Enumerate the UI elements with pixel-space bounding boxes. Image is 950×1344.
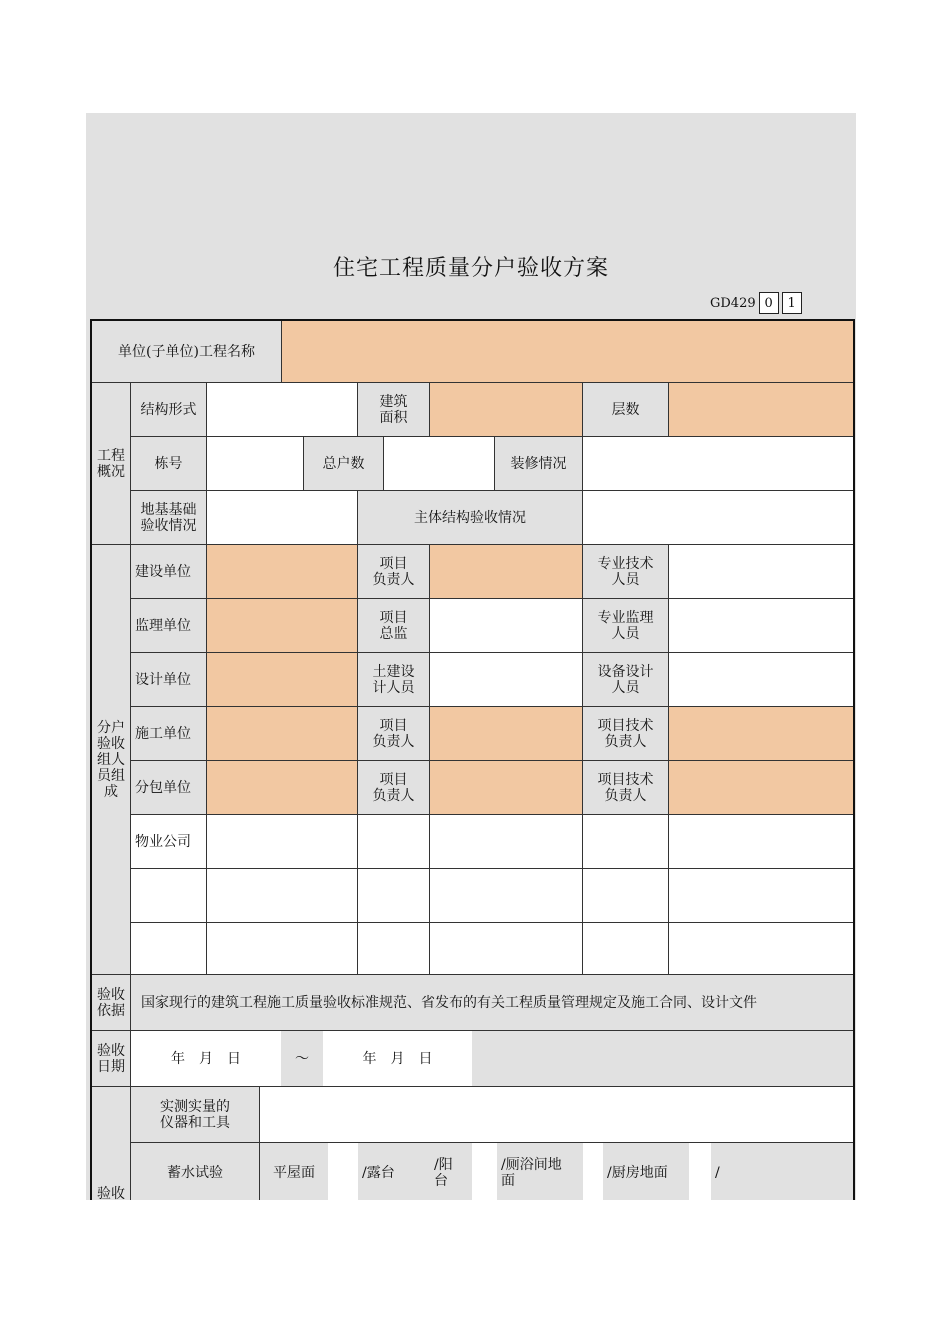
kitchen-floor-field[interactable]: [689, 1143, 711, 1200]
structure-form-field[interactable]: [207, 383, 358, 437]
team-role1-field[interactable]: [430, 653, 583, 707]
form-table: [90, 319, 855, 1200]
date-separator: ～: [281, 1031, 323, 1087]
team-unit-field[interactable]: [207, 599, 358, 653]
team-role2-field[interactable]: [583, 815, 669, 869]
building-area-label: 建筑 面积: [358, 383, 430, 437]
team-role2-field[interactable]: [669, 545, 853, 599]
date-label: 验收 日期: [92, 1031, 131, 1087]
bathroom-floor-label: /厕浴间地 面: [497, 1143, 583, 1200]
team-unit-field[interactable]: [207, 815, 358, 869]
team-role2-field[interactable]: [583, 923, 669, 975]
overview-section-label: 工程 概况: [92, 383, 131, 545]
team-role2-label: 设备设计 人员: [583, 653, 669, 707]
bathroom-floor-field[interactable]: [583, 1143, 603, 1200]
team-unit-field[interactable]: [207, 869, 358, 923]
team-name1-field[interactable]: [430, 815, 583, 869]
team-role2-field[interactable]: [669, 599, 853, 653]
team-role1-label: 项目 负责人: [358, 545, 430, 599]
foundation-acceptance-label: 地基基础 验收情况: [131, 491, 207, 545]
team-name1-field[interactable]: [430, 923, 583, 975]
team-role2-label: 专业技术 人员: [583, 545, 669, 599]
team-role2-label: 专业监理 人员: [583, 599, 669, 653]
team-unit-field[interactable]: [207, 923, 358, 975]
team-role2-label: 项目技术 负责人: [583, 761, 669, 815]
team-role1-field[interactable]: [430, 599, 583, 653]
inspection-label: 验收: [92, 1087, 131, 1200]
flat-roof-label: 平屋面: [260, 1143, 328, 1200]
main-structure-acceptance-label: 主体结构验收情况: [358, 491, 583, 545]
page-title: 住宅工程质量分户验收方案: [332, 256, 609, 281]
other-label: /: [711, 1143, 853, 1200]
team-role2-field[interactable]: [669, 707, 853, 761]
basis-text: 国家现行的建筑工程施工质量验收标准规范、省发布的有关工程质量管理规定及施工合同、设计文件: [131, 975, 853, 1031]
form-code: [710, 292, 802, 314]
water-test-label: 蓄水试验: [131, 1143, 260, 1200]
foundation-acceptance-field[interactable]: [207, 491, 358, 545]
building-area-field[interactable]: [430, 383, 583, 437]
decoration-label: 装修情况: [495, 437, 583, 491]
floors-label: 层数: [583, 383, 669, 437]
team-section-label: 分户 验收 组人 员组 成: [92, 545, 131, 975]
team-unit-label: 物业公司: [131, 815, 207, 869]
team-name2-field[interactable]: [669, 923, 853, 975]
team-role1-field[interactable]: [430, 761, 583, 815]
team-role2-label: 项目技术 负责人: [583, 707, 669, 761]
team-role2-field[interactable]: [583, 869, 669, 923]
team-unit-label: 设计单位: [131, 653, 207, 707]
kitchen-floor-label: /厨房地面: [603, 1143, 689, 1200]
balcony-field[interactable]: [472, 1143, 497, 1200]
instruments-field[interactable]: [260, 1087, 853, 1143]
flat-roof-field[interactable]: [328, 1143, 358, 1200]
basis-label: 验收 依据: [92, 975, 131, 1031]
team-unit-field[interactable]: [207, 653, 358, 707]
team-role1-label: 项目 负责人: [358, 707, 430, 761]
form-code-box-2[interactable]: 1: [782, 292, 802, 314]
team-role1-label: 项目 总监: [358, 599, 430, 653]
date-start[interactable]: 年 月 日: [131, 1031, 281, 1087]
team-unit-field[interactable]: [207, 707, 358, 761]
terrace-label: /露台: [358, 1143, 430, 1200]
total-households-field[interactable]: [384, 437, 495, 491]
project-name-field[interactable]: [282, 321, 853, 383]
team-unit-field[interactable]: [207, 545, 358, 599]
team-unit-field[interactable]: [131, 923, 207, 975]
team-role2-field[interactable]: [669, 761, 853, 815]
main-structure-acceptance-field[interactable]: [583, 491, 853, 545]
team-role1-field[interactable]: [358, 815, 430, 869]
team-role1-field[interactable]: [430, 707, 583, 761]
decoration-field[interactable]: [583, 437, 853, 491]
building-no-field[interactable]: [207, 437, 304, 491]
team-unit-label: 建设单位: [131, 545, 207, 599]
date-remaining: [472, 1031, 853, 1087]
building-no-label: 栋号: [131, 437, 207, 491]
team-role2-field[interactable]: [669, 653, 853, 707]
team-role1-field[interactable]: [358, 869, 430, 923]
structure-form-label: 结构形式: [131, 383, 207, 437]
total-households-label: 总户数: [304, 437, 384, 491]
form-code-box-1[interactable]: 0: [759, 292, 779, 314]
team-unit-field[interactable]: [131, 869, 207, 923]
team-name2-field[interactable]: [669, 815, 853, 869]
project-name-label: 单位(子单位)工程名称: [92, 321, 282, 383]
team-role1-field[interactable]: [430, 545, 583, 599]
team-name2-field[interactable]: [669, 869, 853, 923]
team-name1-field[interactable]: [430, 869, 583, 923]
team-unit-label: 分包单位: [131, 761, 207, 815]
form-sheet: [86, 113, 856, 1200]
team-role1-label: 土建设 计人员: [358, 653, 430, 707]
form-code-prefix: GD429: [710, 295, 756, 311]
instruments-label: 实测实量的 仪器和工具: [131, 1087, 260, 1143]
team-role1-field[interactable]: [358, 923, 430, 975]
team-unit-field[interactable]: [207, 761, 358, 815]
floors-field[interactable]: [669, 383, 853, 437]
date-end[interactable]: 年 月 日: [323, 1031, 472, 1087]
team-unit-label: 监理单位: [131, 599, 207, 653]
team-unit-label: 施工单位: [131, 707, 207, 761]
balcony-label: /阳 台: [430, 1143, 472, 1200]
team-role1-label: 项目 负责人: [358, 761, 430, 815]
